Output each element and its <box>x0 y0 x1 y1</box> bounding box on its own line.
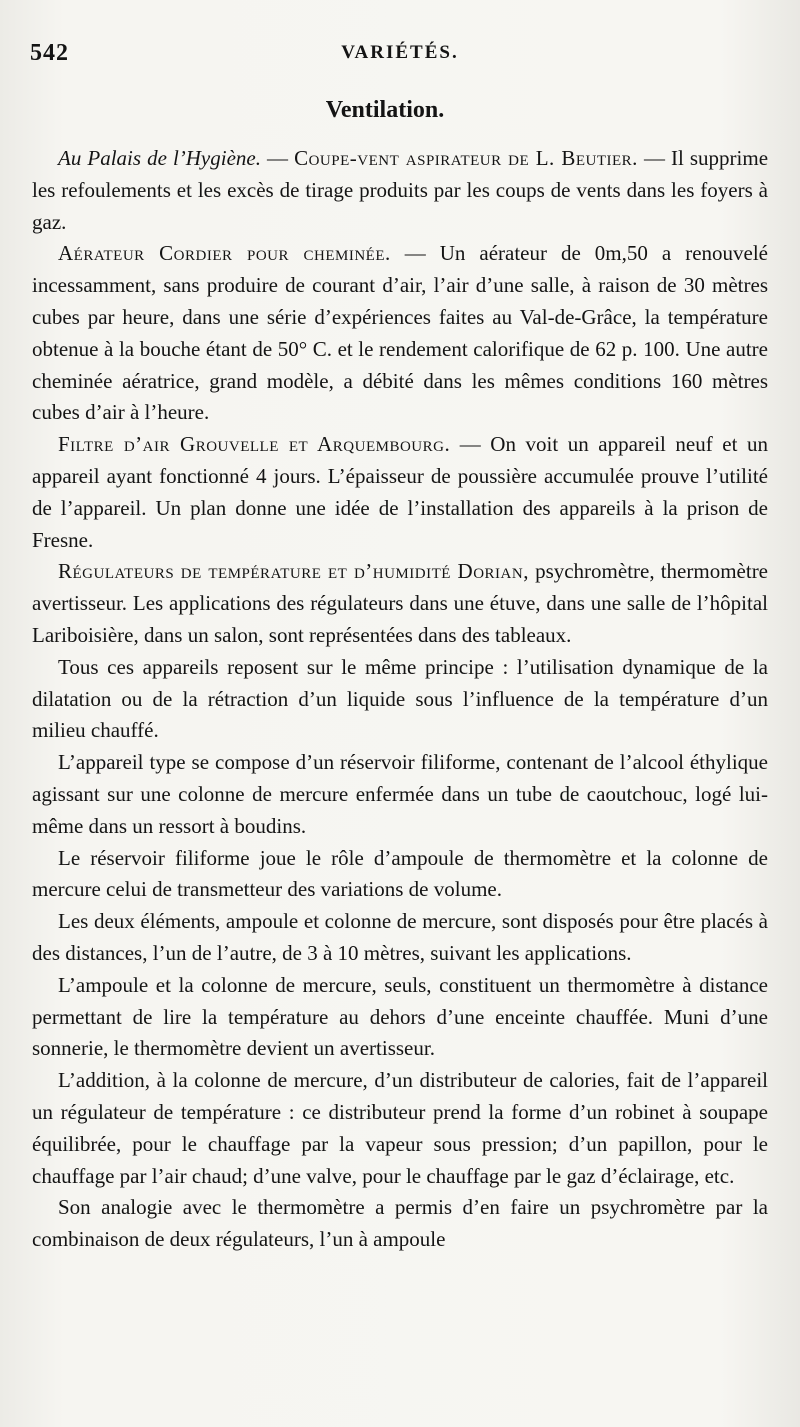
item-heading: Régulateurs de température et d’humidité Dorian, <box>58 559 529 584</box>
item-heading: Coupe-vent aspirateur de L. Beutier. <box>294 146 638 170</box>
item-text: psychromètre, thermomètre avertisseur. Les applications des régulateurs dans une étuve, dans une salle de l’hôpital Lariboisière, dans un salon, sont représentées dans des tableaux. <box>32 559 769 647</box>
item-text: — On voit un appareil neuf et un appareil ayant fonctionné 4 jours. L’épaisseur de poussière accumulée prouve l’utilité de l’appareil. Un plan donne une idée de l’installation des appareils à la prison de Fresne. <box>32 432 768 552</box>
paragraph: Le réservoir filiforme joue le rôle d’ampoule de thermomètre et la colonne de mercure celui de transmetteur des variations de volume. <box>32 845 768 902</box>
page-header <box>30 40 770 70</box>
body-text <box>32 143 768 1256</box>
item-heading: Aérateur Cordier pour cheminée. <box>58 241 391 266</box>
place-label: Au Palais de l’Hygiène. <box>58 146 261 170</box>
paragraph: Les deux éléments, ampoule et colonne de mercure, sont disposés pour être placés à des distances, l’un de l’autre, de 3 à 10 mètres, suivant les applications. <box>32 909 768 965</box>
item-heading: Filtre d’air Grouvelle et Arquembourg. <box>58 432 451 457</box>
item-text: — Il supprime les refoulements et les excès de tirage produits par les coups de vents dans les foyers à gaz. <box>32 146 769 234</box>
paragraph: L’ampoule et la colonne de mercure, seuls, constituent un thermomètre à distance permettant de lire la température au dehors d’une enceinte chauffée. Muni d’une sonnerie, le thermomètre devient un avertisseur. <box>32 972 768 1061</box>
paragraph-grouvelle <box>32 429 768 556</box>
paragraph: Son analogie avec le thermomètre a permis d’en faire un psychromètre par la combinaison de deux régulateurs, l’un à ampoule <box>32 1195 768 1252</box>
paragraph: L’addition, à la colonne de mercure, d’un distributeur de calories, fait de l’appareil un régulateur de température : ce distributeur prend la forme d’un robinet à soupape équilibrée, pour le chauffage par la vapeur sous pression; d’un papillon, pour le chauffage par l’air chaud; d’une valve, pour le chauffage par le gaz d’éclairage, etc. <box>32 1068 768 1188</box>
dash-separator: — <box>260 146 295 170</box>
paragraph: L’appareil type se compose d’un réservoir filiforme, contenant de l’alcool éthylique agissant sur une colonne de mercure enfermée dans un tube de caoutchouc, logé lui-même dans un ressort à boudins. <box>32 750 768 838</box>
paragraph-dorian <box>32 556 768 651</box>
item-text: — Un aérateur de 0m,50 a renouvelé incessamment, sans produire de courant d’air, l’air d’une salle, à raison de 30 mètres cubes par heure, dans une série d’expériences faites au Val-de-Grâce, la température obtenue à la bouche étant de 50° C. et le rendement calorifique de 62 p. 100. Une autre cheminée aératrice, grand modèle, a débité dans les mêmes conditions 160 mètres cubes d’air à l’heure. <box>32 241 768 425</box>
running-head: VARIÉTÉS. <box>341 42 459 63</box>
page-number: 542 <box>30 40 69 66</box>
paragraph: Tous ces appareils reposent sur le même principe : l’utilisation dynamique de la dilatation ou de la rétraction d’un liquide sous l’influence de la température d’un milieu chauffé. <box>32 654 768 743</box>
section-title: Ventilation. <box>325 97 445 123</box>
paragraph-cordier <box>32 238 768 429</box>
paragraph-beutier <box>32 143 768 238</box>
